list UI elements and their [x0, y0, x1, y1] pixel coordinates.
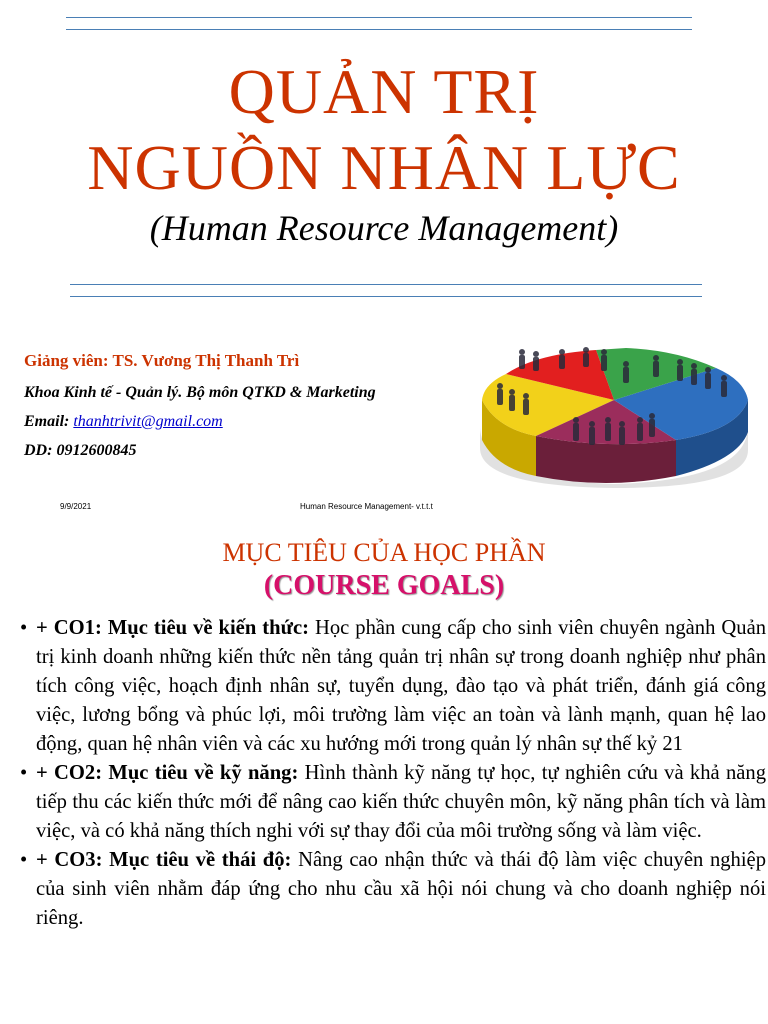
pie-chart-people-illustration [476, 340, 752, 488]
phone-number: DD: 0912600845 [24, 442, 137, 459]
footer-date: 9/9/2021 [60, 502, 92, 511]
title-line-2: NGUỒN NHÂN LỰC [87, 132, 681, 203]
goal-item [20, 759, 766, 846]
bullet: • [20, 617, 28, 639]
top-rule-1 [66, 17, 692, 18]
email-line [24, 414, 223, 430]
goals-list [20, 614, 766, 933]
goal-item [20, 614, 766, 759]
email-link[interactable]: thanhtrivit@gmail.com [73, 413, 223, 430]
goal-text: Hình thành kỹ năng tự học, tự nghiên cứu và khả năng tiếp thu các kiến thức mới để nâng cao kiến thức chuyên môn, kỹ năng phân tích và làm việc, và có khả năng thích nghi với sự thay đổi của môi trường sống và làm việc. [36, 762, 766, 842]
goal-text: Nâng cao nhận thức và thái độ làm việc chuyên nghiệp của sinh viên nhằm đáp ứng cho nhu cầu xã hội nói chung và cho doanh nghiệp nói riêng. [36, 849, 766, 929]
bullet: • [20, 762, 28, 784]
mid-rule-2 [70, 296, 702, 297]
lecturer-name: Giảng viên: TS. Vương Thị Thanh Trì [24, 351, 300, 370]
goals-title: MỤC TIÊU CỦA HỌC PHẦN [222, 538, 546, 567]
goal-label: + CO1: Mục tiêu về kiến thức: [36, 617, 309, 639]
top-rule-2 [66, 29, 692, 30]
title-line-1: QUẢN TRỊ [228, 56, 540, 127]
goals-subtitle: (COURSE GOALS) [263, 570, 505, 601]
goal-text: Học phần cung cấp cho sinh viên chuyên ngành Quản trị kinh doanh những kiến thức nền tảng quản trị nhân sự trong doanh nghiệp như phân tích công việc, hoạch định nhân sự, tuyển dụng, đào tạo và phát triển, đánh giá công việc, lương bổng và phúc lợi, môi trường làm việc an toàn và lành mạnh, quan hệ lao động, quan hệ nhân viên và các xu hướng mới trong quản lý nhân sự thế kỷ 21 [36, 617, 767, 755]
mid-rule-1 [70, 284, 702, 285]
goal-label: + CO3: Mục tiêu về thái độ: [36, 849, 292, 871]
subtitle: (Human Resource Management) [149, 208, 619, 248]
email-label: Email: [24, 413, 74, 430]
goal-label: + CO2: Mục tiêu về kỹ năng: [36, 762, 299, 784]
bullet: • [20, 849, 28, 871]
goal-item [20, 846, 766, 933]
department: Khoa Kinh tế - Quản lý. Bộ môn QTKD & Marketing [24, 384, 376, 401]
footer-title: Human Resource Management- v.t.t.t [300, 502, 433, 511]
